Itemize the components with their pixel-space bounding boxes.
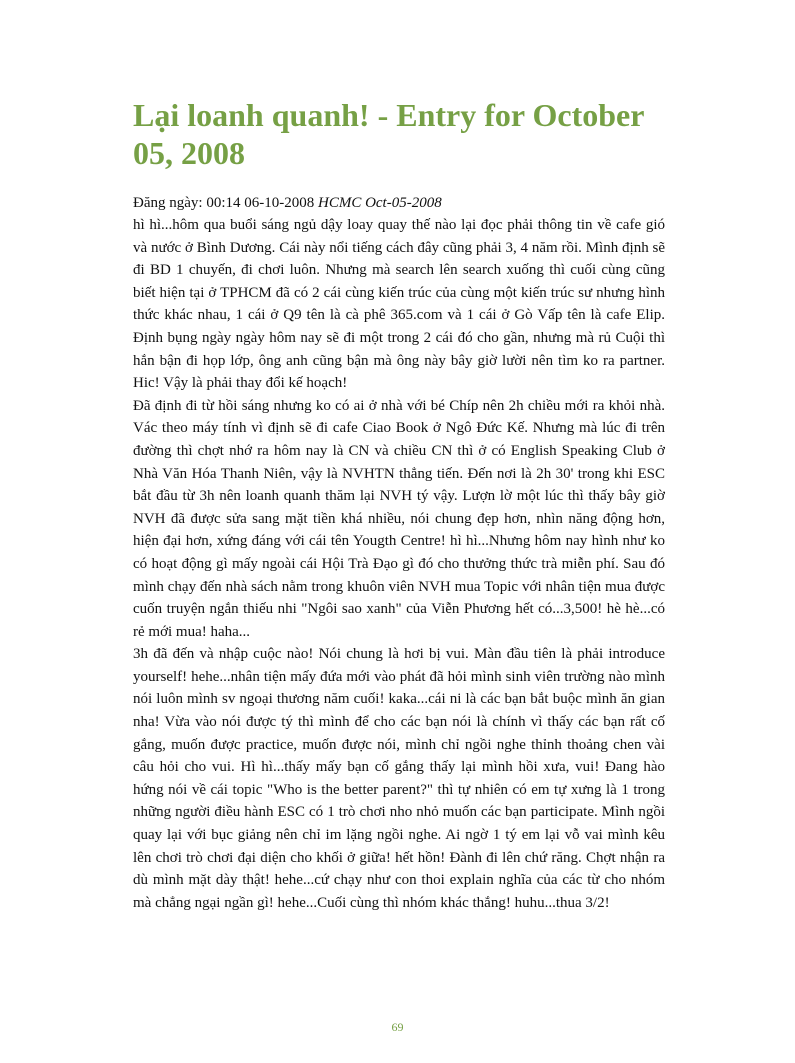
post-date: Đăng ngày: 00:14 06-10-2008 <box>133 195 315 211</box>
page-number: 69 <box>391 1020 404 1034</box>
paragraph-3: 3h đã đến và nhập cuộc nào! Nói chung là hơi bị vui. Màn đầu tiên là phải introduce yourself! hehe...nhân tiện mấy đứa mới vào phát đã hỏi mình sinh viên trường nào mình nói luôn mình sv ngoại thương năm cuối! kaka...cái ni là các bạn bắt buộc mình ăn gian nha! Vừa vào nói được tý thì mình để cho các bạn nói là chính vì thấy các bạn rất cố gắng, muốn được practice, muốn được nói, mình chỉ ngồi nghe thỉnh thoảng chen vài câu hỏi cho vui. Hì hì...thấy mấy bạn cố gắng thấy lại mình hồi xưa, vui! Đang hào hứng nói về cái topic "Who is the better parent?" thì tự nhiên có em tự xưng là 1 trong những người điều hành ESC có 1 trò chơi nho nhỏ muốn các bạn participate. Mình ngồi quay lại với bục giảng nên chỉ im lặng ngồi nghe. Ai ngờ 1 tý em lại vỗ vai mình kêu lên chơi trò chơi đại diện cho khối ở giữa! hết hồn! Đành đi lên chứ răng. Chợt nhận ra dù mình mặt dày thật! hehe...cứ chạy như con thoi explain nghĩa của các từ cho nhóm mà chẳng ngại ngần gì! hehe...Cuối cùng thì nhóm khác thắng! huhu...thua 3/2! <box>133 646 665 911</box>
post-location-date: HCMC Oct-05-2008 <box>317 195 442 211</box>
post-meta <box>133 192 673 214</box>
page-title: Lại loanh quanh! - Entry for October 05, 2008 <box>133 97 644 171</box>
paragraph-2: Đã định đi từ hồi sáng nhưng ko có ai ở nhà với bé Chíp nên 2h chiều mới ra khỏi nhà. Vác theo máy tính vì định sẽ đi cafe Ciao Book ở Ngô Đức Kế. Nhưng mà lúc đi trên đường thì chợt nhớ ra hôm nay là CN và chiều CN thì ở có English Speaking Club ở Nhà Văn Hóa Thanh Niên, vậy là NVHTN thẳng tiến. Đến nơi là 2h 30' trong khi ESC bắt đầu từ 3h nên loanh quanh thăm lại NVH tý vậy. Lượn lờ một lúc thì thấy bây giờ NVH đã được sửa sang mặt tiền khá nhiều, nói chung đẹp hơn, nhìn năng động hơn, hiện đại hơn, xứng đáng với cái tên Yougth Centre! hì hì...Nhưng hôm nay hình như ko có hoạt động gì mấy ngoài cái Hội Trà Đạo gì đó cho thưởng thức trà miễn phí. Sau đó mình chạy đến nhà sách nằm trong khuôn viên NVH mua Topic với nhân tiện mua được cuốn truyện ngắn thiếu nhi "Ngôi sao xanh" của Viễn Phương hết có...3,500! hè hè...có rẻ mới mua! haha... <box>133 397 665 640</box>
entry-body <box>133 214 665 914</box>
paragraph-1: hì hì...hôm qua buổi sáng ngủ dậy loay quay thế nào lại đọc phải thông tin về cafe gió và nước ở Bình Dương. Cái này nổi tiếng cách đây cũng phải 3, 4 năm rồi. Mình định sẽ đi BD 1 chuyến, đi chơi luôn. Nhưng mà search lên search xuống thì cuối cùng cũng biết hiện tại ở TPHCM đã có 2 cái cùng kiến trúc của cùng một kiến trúc sư nhưng hình thức khác nhau, 1 cái ở Q9 tên là cà phê 365.com và 1 cái ở Gò Vấp tên là cafe Elip. Định bụng ngày ngày hôm nay sẽ đi một trong 2 cái đó cho gần, nhưng mà rủ Cuội thì hắn bận đi họp lớp, ông anh cũng bận mà ông này bây giờ lười nên tìm ko ra partner. Hic! Vậy là phải thay đổi kế hoạch! <box>133 217 665 392</box>
